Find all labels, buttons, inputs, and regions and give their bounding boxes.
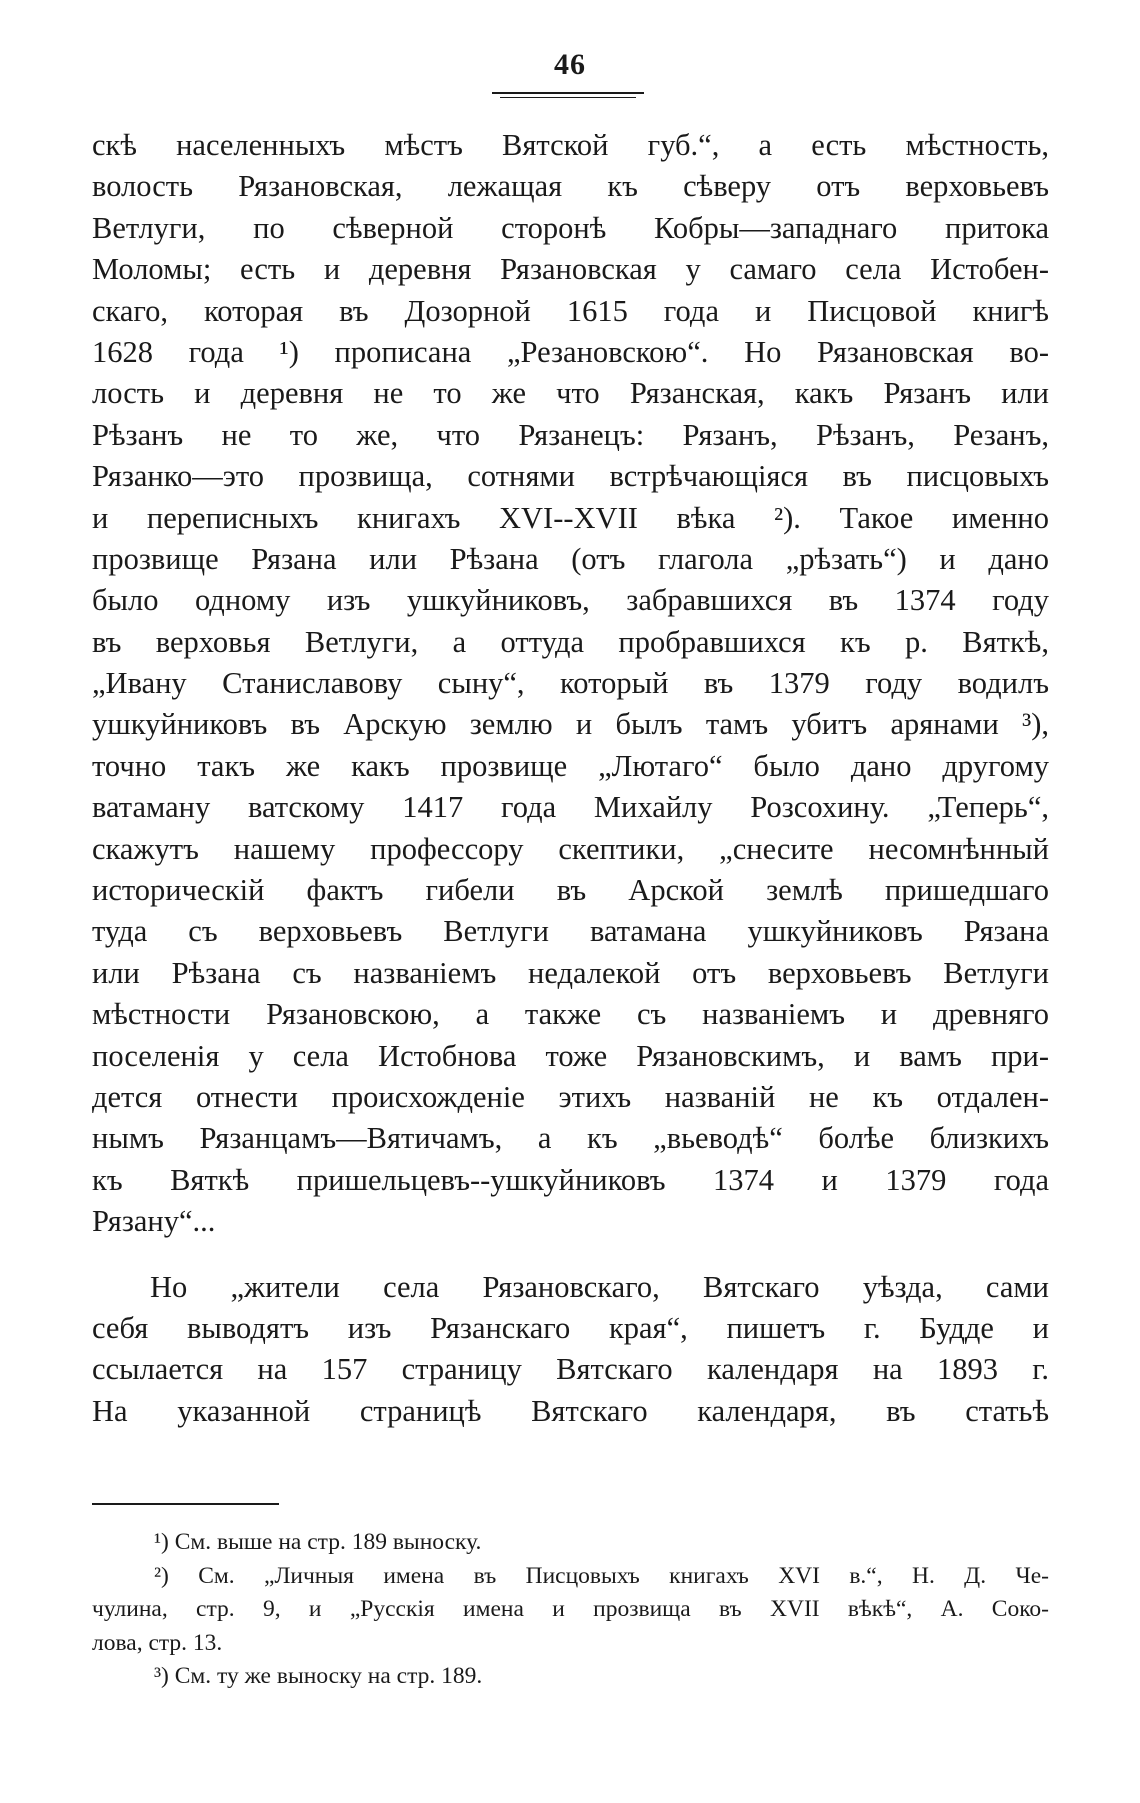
text-line: и переписныхъ книгахъ XVI--XVII вѣка ²). Такое именно — [92, 500, 1049, 535]
text-line: Моломы; есть и деревня Рязановская у самаго села Истобен- — [92, 252, 1049, 287]
text-line: ссылается на 157 страницу Вятскаго календаря на 1893 г. — [92, 1352, 1049, 1387]
footnote-line: чулина, стр. 9, и „Русскія имена и прозвища въ XVII вѣкѣ“, А. Соко- — [92, 1596, 1049, 1622]
text-line: Рѣзанъ не то же, что Рязанецъ: Рязанъ, Рѣзанъ, Резанъ, — [92, 417, 1049, 452]
text-line: историческій фактъ гибели въ Арской землѣ пришедшаго — [92, 873, 1049, 908]
text-line: ватаману ватскому 1417 года Михайлу Розсохину. „Теперь“, — [92, 790, 1049, 825]
text-line: „Ивану Станиславову сыну“, который въ 1379 году водилъ — [92, 666, 1049, 701]
footnote-line: ¹) См. выше на стр. 189 выноску. — [154, 1529, 482, 1555]
text-line: скажутъ нашему профессору скептики, „снесите несомнѣнный — [92, 831, 1049, 866]
text-line: туда съ верховьевъ Ветлуги ватамана ушкуйниковъ Рязана — [92, 914, 1049, 949]
text-line: лость и деревня не то же что Рязанская, какъ Рязанъ или — [92, 376, 1049, 411]
text-line: На указанной страницѣ Вятскаго календаря, въ статьѣ — [92, 1393, 1049, 1428]
body-text — [92, 125, 1049, 1432]
text-line: въ верховья Ветлуги, а оттуда пробравшихся къ р. Вяткѣ, — [92, 624, 1049, 659]
text-line: себя выводятъ изъ Рязанскаго края“, пишетъ г. Будде и — [92, 1310, 1049, 1345]
text-line: точно такъ же какъ прозвище „Лютаго“ было дано другому — [92, 748, 1049, 783]
footnote-line: лова, стр. 13. — [92, 1629, 223, 1656]
text-line: Но „жители села Рязановскаго, Вятскаго уѣзда, сами — [150, 1269, 1049, 1304]
text-line: было одному изъ ушкуйниковъ, забравшихся въ 1374 году — [92, 583, 1049, 618]
text-line: дется отнести происхожденіе этихъ названій не къ отдален- — [92, 1079, 1049, 1114]
text-line: ушкуйниковъ въ Арскую землю и былъ тамъ убитъ арянами ³), — [92, 707, 1049, 742]
paragraph-gap — [92, 1243, 1049, 1267]
footnote-rule — [92, 1503, 279, 1505]
text-line: 1628 года ¹) прописана „Резановскою“. Но Рязановская во- — [92, 334, 1049, 369]
text-line: прозвище Рязана или Рѣзана (отъ глагола „рѣзать“) и дано — [92, 541, 1049, 576]
text-line: скаго, которая въ Дозорной 1615 года и Писцовой книгѣ — [92, 293, 1049, 328]
text-line: поселенія у села Истобнова тоже Рязановскимъ, и вамъ при- — [92, 1038, 1049, 1073]
footnotes — [92, 1526, 1049, 1694]
text-line: къ Вяткѣ пришельцевъ--ушкуйниковъ 1374 и 1379 года — [92, 1162, 1049, 1197]
text-line: мѣстности Рязановскою, а также съ названіемъ и древняго — [92, 997, 1049, 1032]
page-number: 46 — [554, 48, 586, 81]
text-line: Ветлуги, по сѣверной сторонѣ Кобры—западнаго притока — [92, 210, 1049, 245]
header-rule — [492, 92, 644, 94]
text-line: нымъ Рязанцамъ—Вятичамъ, а къ „вьеводѣ“ болѣе близкихъ — [92, 1121, 1049, 1156]
footnote-line: ²) См. „Личныя имена въ Писцовыхъ книгахъ XVI в.“, Н. Д. Че- — [154, 1562, 1049, 1589]
text-line: скѣ населенныхъ мѣстъ Вятской губ.“, а есть мѣстность, — [92, 128, 1049, 162]
footnote-line: ³) См. ту же выноску на стр. 189. — [154, 1663, 483, 1689]
text-line: Рязану“... — [92, 1204, 216, 1239]
header-rule-thin — [500, 97, 636, 98]
text-line: волость Рязановская, лежащая къ сѣверу отъ верховьевъ — [92, 169, 1049, 204]
text-line: или Рѣзана съ названіемъ недалекой отъ верховьевъ Ветлуги — [92, 955, 1049, 990]
text-line: Рязанко—это прозвища, сотнями встрѣчающіяся въ писцовыхъ — [92, 459, 1049, 494]
